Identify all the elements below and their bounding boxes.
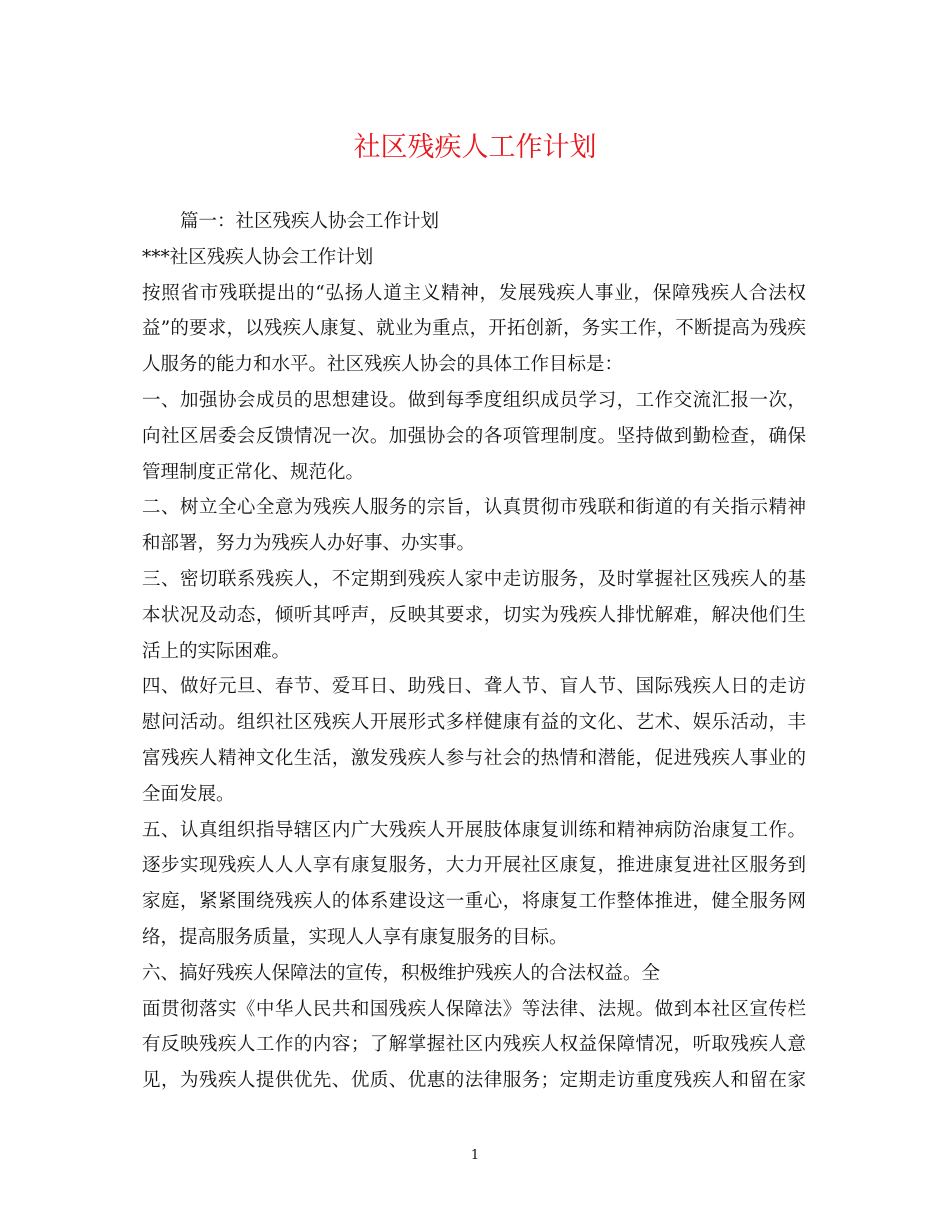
text-line: 有反映残疾人工作的内容；了解掌握社区内残疾人权益保障情况，听取残疾人意 <box>142 1034 806 1056</box>
text-line: 逐步实现残疾人人人享有康复服务，大力开展社区康复，推进康复进社区服务到 <box>142 855 806 877</box>
text-line: 人服务的能力和水平。社区残疾人协会的具体工作目标是： <box>142 354 624 376</box>
text-line: 向社区居委会反馈情况一次。加强协会的各项管理制度。坚持做到勤检查，确保 <box>142 425 806 447</box>
text-line: 三、密切联系残疾人，不定期到残疾人家中走访服务，及时掌握社区残疾人的基 <box>142 568 806 590</box>
text-line: 二、树立全心全意为残疾人服务的宗旨，认真贯彻市残联和街道的有关指示精神 <box>142 497 806 519</box>
text-line: 管理制度正常化、规范化。 <box>142 461 365 483</box>
document-body <box>142 204 806 1099</box>
text-line: 四、做好元旦、春节、爱耳日、助残日、聋人节、盲人节、国际残疾人日的走访 <box>142 676 806 698</box>
text-line: 富残疾人精神文化生活，激发残疾人参与社会的热情和潜能，促进残疾人事业的 <box>142 747 806 769</box>
page-number: 1 <box>470 1148 480 1163</box>
text-line: 全面发展。 <box>142 783 235 805</box>
text-line: 益”的要求，以残疾人康复、就业为重点，开拓创新，务实工作，不断提高为残疾 <box>142 318 806 340</box>
text-line: 本状况及动态，倾听其呼声，反映其要求，切实为残疾人排忧解难，解决他们生 <box>142 604 806 626</box>
text-line: 按照省市残联提出的“弘扬人道主义精神，发展残疾人事业，保障残疾人合法权 <box>142 282 806 304</box>
text-line: 和部署，努力为残疾人办好事、办实事。 <box>142 533 476 555</box>
section-heading: 篇一：社区残疾人协会工作计划 <box>180 211 440 232</box>
text-line: 一、加强协会成员的思想建设。做到每季度组织成员学习，工作交流汇报一次， <box>142 389 806 411</box>
text-line: 家庭，紧紧围绕残疾人的体系建设这一重心，将康复工作整体推进，健全服务网 <box>142 891 806 913</box>
text-line: 慰问活动。组织社区残疾人开展形式多样健康有益的文化、艺术、娱乐活动，丰 <box>142 712 806 734</box>
text-line: 六、搞好残疾人保障法的宣传，积极维护残疾人的合法权益。全 <box>142 962 661 984</box>
subheading: ***社区残疾人协会工作计划 <box>142 246 374 268</box>
text-line: 络，提高服务质量，实现人人享有康复服务的目标。 <box>142 926 568 948</box>
text-line: 活上的实际困难。 <box>142 640 291 662</box>
document-title: 社区残疾人工作计划 <box>353 132 597 163</box>
text-line: 五、认真组织指导辖区内广大残疾人开展肢体康复训练和精神病防治康复工作。 <box>142 819 806 841</box>
text-line: 面贯彻落实《中华人民共和国残疾人保障法》等法律、法规。做到本社区宣传栏 <box>142 998 806 1020</box>
text-line: 见，为残疾人提供优先、优质、优惠的法律服务；定期走访重度残疾人和留在家 <box>142 1070 806 1092</box>
